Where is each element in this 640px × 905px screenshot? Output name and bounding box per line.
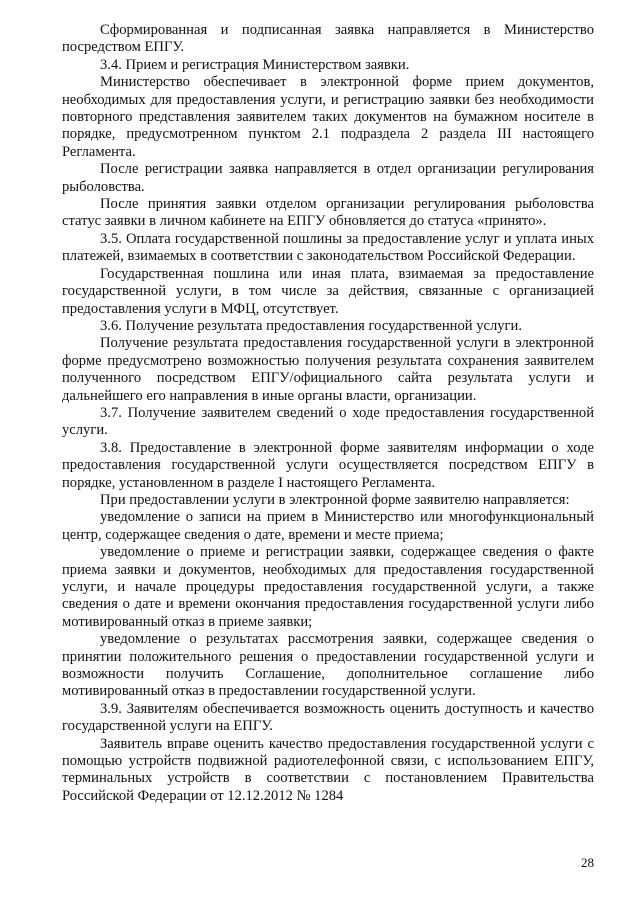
section-heading-3-9: 3.9. Заявителям обеспечивается возможность оценить доступность и качество государственной услуги на ЕПГУ. [62, 700, 594, 735]
paragraph: При предоставлении услуги в электронной форме заявителю направляется: [100, 491, 570, 508]
section-heading-3-4: 3.4. Прием и регистрация Министерством заявки. [100, 56, 410, 73]
page-number: 28 [581, 855, 594, 870]
paragraph: После принятия заявки отделом организации регулирования рыболовства статус заявки в личном кабинете на ЕПГУ обновляется до статуса «принято». [62, 196, 594, 230]
paragraph: Сформированная и подписанная заявка направляется в Министерство посредством ЕПГУ. [62, 22, 594, 56]
paragraph: Государственная пошлина или иная плата, взимаемая за предоставление государственной услуги, в том числе за действия, связанные с организацией предоставления услуги в МФЦ, отсутствует. [62, 265, 594, 317]
paragraph: Получение результата предоставления государственной услуги в электронной форме предусмотрено возможностью получения результата сохранения заявителем полученного посредством ЕПГУ/официального сайта результата услуги и дальнейшего его направления в иные органы власти, организации. [62, 335, 594, 404]
notification-item: уведомление о результатах рассмотрения заявки, содержащее сведения о принятии положительного решения о предоставлении государственной услуги и возможности получить Соглашение, дополнительное соглашение либо мотивированный отказ в предоставлении государственной услуги. [62, 631, 594, 700]
paragraph: После регистрации заявка направляется в отдел организации регулирования рыболовства. [62, 161, 594, 195]
section-heading-3-6: 3.6. Получение результата предоставления государственной услуги. [100, 317, 522, 334]
document-body [62, 22, 594, 805]
paragraph: Министерство обеспечивает в электронной форме прием документов, необходимых для предоставления услуги, и регистрацию заявки без необходимости повторного представления заявителем таких документов на бумажном носителе в порядке, предусмотренном пунктом 2.1 подраздела 2 раздела III настоящего Регламента. [62, 74, 594, 160]
section-heading-3-7: 3.7. Получение заявителем сведений о ходе предоставления государственной услуги. [62, 404, 594, 439]
notification-item: уведомление о записи на прием в Министерство или многофункциональный центр, содержащее сведения о дате, времени и месте приема; [62, 509, 594, 543]
section-heading-3-5: 3.5. Оплата государственной пошлины за предоставление услуг и уплата иных платежей, взимаемых в соответствии с законодательством Российской Федерации. [62, 230, 594, 265]
notification-item: уведомление о приеме и регистрации заявки, содержащее сведения о факте приема заявки и документов, необходимых для предоставления государственной услуги, и начале процедуры предоставления государственной услуги, а также сведения о дате и времени окончания предоставления государственной услуги либо мотивированный отказ в приеме заявки; [62, 544, 594, 630]
paragraph: Заявитель вправе оценить качество предоставления государственной услуги с помощью устройств подвижной радиотелефонной связи, с использованием ЕПГУ, терминальных устройств в соответствии с постановлением Правительства Российской Федерации от 12.12.2012 № 1284 [62, 735, 594, 804]
section-heading-3-8: 3.8. Предоставление в электронной форме заявителям информации о ходе предоставления государственной услуги осуществляется посредством ЕПГУ в порядке, установленном в разделе I настоящего Регламента. [62, 439, 594, 491]
